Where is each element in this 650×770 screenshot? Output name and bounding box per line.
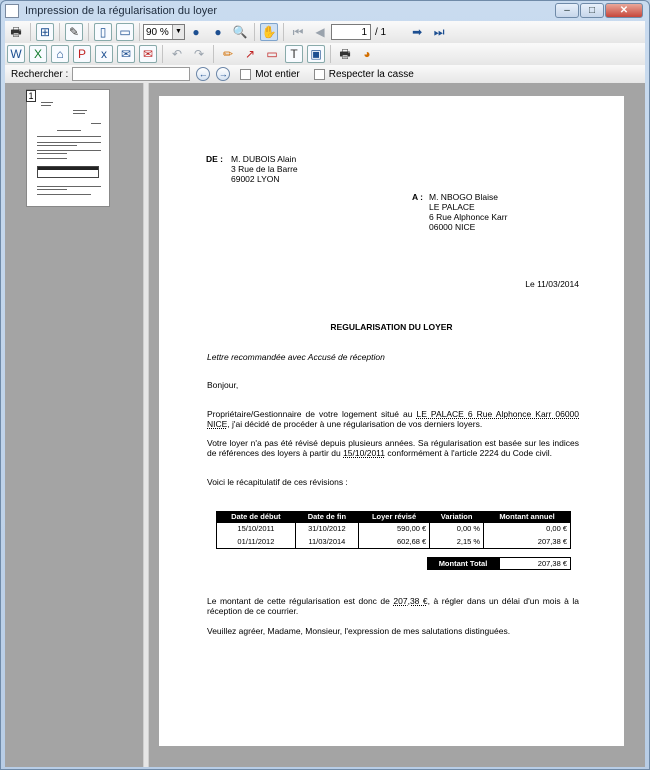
pencil-icon[interactable]: ✏ [222, 47, 234, 61]
excel-export-icon[interactable]: X [29, 45, 47, 63]
table-cell: 31/10/2012 [295, 523, 358, 536]
column-header: Loyer révisé [358, 512, 429, 523]
magnifier-icon[interactable]: 🔍 [232, 25, 248, 39]
xml-export-icon[interactable]: x [95, 45, 113, 63]
print-setup-icon[interactable]: ⊞ [36, 23, 54, 41]
app-icon [5, 4, 19, 18]
to-label: A : [412, 192, 424, 202]
window-controls [555, 3, 643, 18]
chevron-down-icon[interactable]: ▼ [172, 25, 184, 39]
column-header: Date de fin [295, 512, 358, 523]
minimize-button[interactable]: – [555, 3, 579, 18]
arrow-icon[interactable]: ↗ [244, 47, 256, 61]
letter-date: Le 11/03/2014 [525, 279, 579, 289]
search-previous-icon[interactable]: ← [196, 67, 210, 81]
image-icon[interactable]: ▣ [307, 45, 325, 63]
thumbnail-panel [5, 83, 143, 767]
single-page-icon[interactable]: ▯ [94, 23, 112, 41]
page-total: / 1 [375, 26, 387, 38]
match-case-checkbox[interactable] [314, 69, 325, 80]
color-palette-icon[interactable]: ◕ [363, 47, 371, 61]
page-number-input[interactable] [331, 24, 371, 40]
full-screen-icon[interactable]: ▭ [116, 23, 134, 41]
whole-word-label: Mot entier [255, 68, 300, 80]
paragraph-amount: Le montant de cette régularisation est donc de 207,38 €, à régler dans un délai d'un mois à la réception de ce courrier. [207, 596, 580, 616]
previous-page-icon[interactable]: ◀ [315, 25, 325, 39]
separator [330, 45, 331, 63]
table-cell: 602,68 € [358, 536, 429, 549]
delivery-mode: Lettre recommandée avec Accusé de réception [207, 352, 385, 362]
sender-address [231, 154, 298, 184]
table-cell: 0,00 % [430, 523, 484, 536]
table-row [217, 536, 571, 549]
separator [162, 45, 163, 63]
address-line: M. DUBOIS Alain [231, 154, 297, 164]
search-input[interactable] [72, 67, 190, 81]
email-pdf-icon[interactable]: ✉ [139, 45, 157, 63]
zoom-select[interactable] [143, 24, 185, 40]
email-export-icon[interactable]: ✉ [117, 45, 135, 63]
paragraph-intro: Propriétaire/Gestionnaire de votre logement situé au LE PALACE 6 Rue Alphonce Karr 06000 NICE, j'ai décidé de procéder à une régularisation de vos derniers loyers. [207, 409, 580, 429]
print-icon[interactable]: 🖶 [10, 25, 22, 39]
address-line: 3 Rue de la Barre [231, 164, 298, 174]
zoom-value: 90 % [146, 26, 169, 38]
table-header [217, 512, 571, 523]
separator [59, 23, 60, 41]
pdf-export-icon[interactable]: P [73, 45, 91, 63]
printer-settings-icon[interactable]: 🖶 [339, 47, 351, 61]
redo-icon[interactable]: ↷ [193, 47, 205, 61]
zoom-in-icon[interactable]: ● [192, 25, 200, 39]
separator [254, 23, 255, 41]
zoom-out-icon[interactable]: ● [214, 25, 222, 39]
table-cell: 207,38 € [484, 536, 571, 549]
page-thumbnail[interactable] [26, 89, 110, 207]
table-cell: 11/03/2014 [295, 536, 358, 549]
table-cell: 0,00 € [484, 523, 571, 536]
maximize-button[interactable]: □ [580, 3, 604, 18]
separator [213, 45, 214, 63]
total-value: 207,38 € [499, 557, 571, 570]
column-header: Montant annuel [484, 512, 571, 523]
total-label: Montant Total [427, 557, 499, 570]
column-header: Date de début [217, 512, 296, 523]
panel-splitter[interactable] [143, 83, 149, 767]
address-line: 6 Rue Alphonce Karr [429, 212, 508, 222]
from-label: DE : [206, 154, 223, 164]
toolbar-export [5, 43, 645, 65]
total-row [427, 557, 571, 570]
title-bar[interactable] [1, 1, 649, 21]
address-line: 69002 LYON [231, 174, 280, 184]
column-header: Variation [430, 512, 484, 523]
client-area [5, 21, 645, 767]
last-page-icon[interactable]: ⏭ [433, 25, 445, 39]
search-bar [5, 65, 645, 83]
table-row [217, 523, 571, 536]
separator [88, 23, 89, 41]
paragraph-revision: Votre loyer n'a pas été révisé depuis plusieurs années. Sa régularisation est basée sur les indices de références des loyers à partir du 15/10/2011 conformément à l'article 2224 du Code civil. [207, 438, 579, 458]
revision-table [216, 511, 571, 549]
thumbnail-page-number: 1 [26, 90, 36, 102]
undo-icon[interactable]: ↶ [171, 47, 183, 61]
closing-formula: Veuillez agréer, Madame, Monsieur, l'expression de mes salutations distinguées. [207, 626, 511, 636]
table-cell: 15/10/2011 [217, 523, 296, 536]
window-title: Impression de la régularisation du loyer [25, 5, 217, 17]
match-case-label: Respecter la casse [328, 68, 414, 80]
close-button[interactable]: ✕ [605, 3, 643, 18]
rectangle-icon[interactable]: ▭ [266, 47, 278, 61]
table-cell: 590,00 € [358, 523, 429, 536]
search-next-icon[interactable]: → [216, 67, 230, 81]
paragraph-summary: Voici le récapitulatif de ces révisions : [207, 477, 348, 487]
letter-subject: REGULARISATION DU LOYER [330, 322, 453, 332]
html-export-icon[interactable]: ⌂ [51, 45, 69, 63]
text-box-icon[interactable]: T [285, 45, 303, 63]
address-line: LE PALACE [429, 202, 475, 212]
address-line: M. NBOGO Blaise [429, 192, 498, 202]
letter-page [159, 96, 624, 746]
edit-icon[interactable]: ✎ [65, 23, 83, 41]
document-viewer [5, 83, 645, 767]
word-export-icon[interactable]: W [7, 45, 25, 63]
whole-word-checkbox[interactable] [240, 69, 251, 80]
toolbar-main [5, 21, 645, 43]
table-cell: 2,15 % [430, 536, 484, 549]
table-cell: 01/11/2012 [217, 536, 296, 549]
first-page-icon[interactable]: ⏮ [292, 25, 304, 39]
address-line: 06000 NICE [429, 222, 476, 232]
next-page-icon[interactable]: ➡ [412, 25, 423, 39]
hand-tool-icon[interactable]: ✋ [261, 25, 277, 39]
separator [139, 23, 140, 41]
search-label: Rechercher : [11, 68, 69, 80]
greeting: Bonjour, [207, 380, 239, 390]
recipient-address [429, 192, 507, 232]
separator [30, 23, 31, 41]
separator [283, 23, 284, 41]
